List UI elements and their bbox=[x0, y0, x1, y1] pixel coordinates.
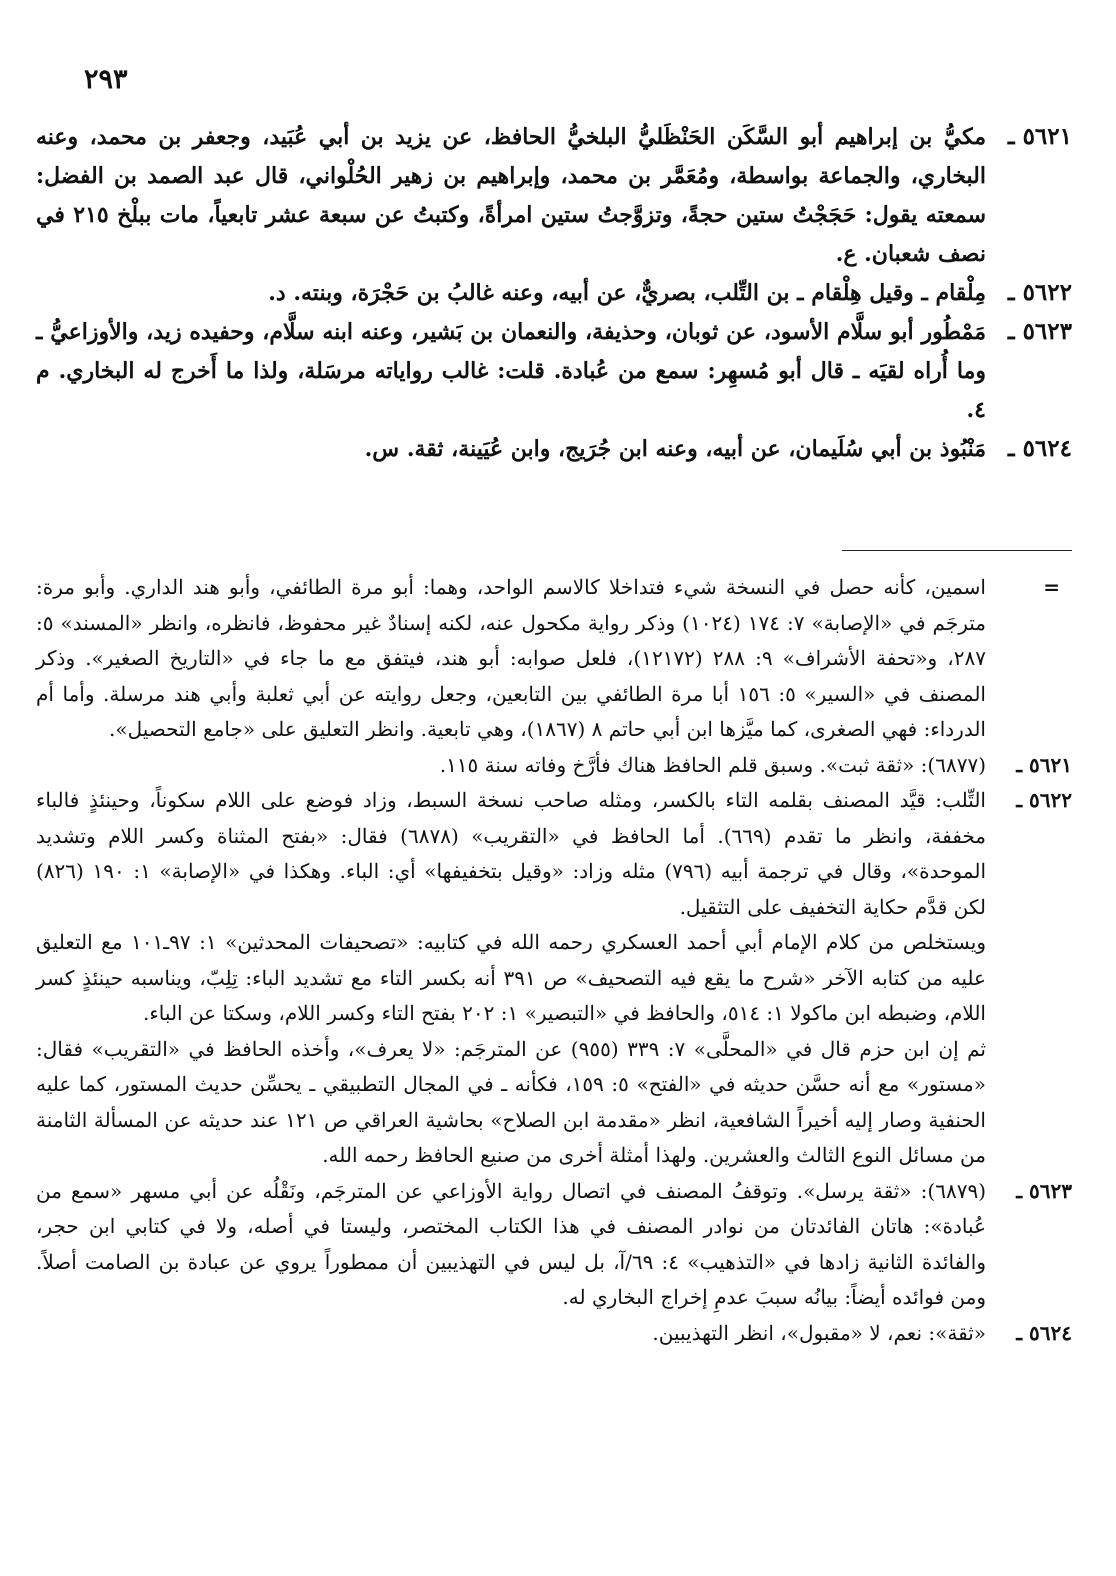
note-paragraph: ويستخلص من كلام الإمام أبي أحمد العسكري رحمه الله في كتابيه: «تصحيفات المحدثين» ١: ٩٧ـ١٠١ مع التعليق عليه من كتابه الآخر «شرح ما يقع فيه التصحيف» ص ٣٩١ أنه بكسر التاء مع تشديد الباء: تِلِبّ، ويناسبه حينئذٍ كسر اللام، وضبطه ابن ماكولا ١: ٥١٤، والحافظ في «التبصير» ١: ٢٠٢ بفتح التاء وكسر اللام، وسكتا عن الباء. bbox=[36, 930, 986, 1025]
note-paragraph: (٦٨٧٧): «ثقة ثبت». وسبق قلم الحافظ هناك فأرَّخ وفاته سنة ١١٥. bbox=[439, 752, 986, 777]
note-5621 bbox=[36, 748, 1072, 784]
note-paragraph: «ثقة»: نعم، لا «مقبول»، انظر التهذيبين. bbox=[652, 1320, 986, 1345]
entry-number: ٥٦٢٣ ـ bbox=[1007, 318, 1072, 345]
entry-number: ٥٦٢١ ـ bbox=[1007, 123, 1072, 150]
main-entries bbox=[36, 118, 1072, 469]
entry-text: مَنْبُوذ بن أبي سُلَيمان، عن أبيه، وعنه ابن جُرَيج، وابن عُيَينة، ثقة. س. bbox=[364, 436, 986, 462]
entry-5621 bbox=[36, 118, 1072, 274]
note-paragraph: (٦٨٧٩): «ثقة يرسل». وتوقفُ المصنف في اتصال رواية الأوزاعي عن المترجَم، ونَقْلُه عن أبي مسهر «سمع من عُبادة»: هاتان الفائدتان من نوادر المصنف في هذا الكتاب المختصر، وليستا في أصله، ولا في كتابي ابن حجر، والفائدة الثانية زادها في «التذهيب» ٤: ٦٩/آ، بل ليس في التهذيبين أن ممطوراً يروي عن عبادة بن الصامت أصلاً. ومن فوائده أيضاً: بيانُه سببَ عدمِ إخراج البخاري له. bbox=[36, 1178, 986, 1309]
entry-5624 bbox=[36, 430, 1072, 469]
note-number: ٥٦٢٢ ـ bbox=[1016, 788, 1072, 812]
entry-5622 bbox=[36, 274, 1072, 313]
entry-text: مكيُّ بن إبراهيم أبو السَّكَن الحَنْظَليُّ البلخيُّ الحافظ، عن يزيد بن أبي عُبَيد، وجعفر بن محمد، وعنه البخاري، والجماعة بواسطة، ومُعَمَّر بن محمد، وإبراهيم بن زهير الحُلْواني، قال عبد الصمد بن الفضل: سمعته يقول: حَجَجْتُ ستين حجةً، وتزوَّجتُ ستين امرأةً، وكتبتُ عن سبعة عشر تابعياً، مات ببلْخ ٢١٥ في نصف شعبان. ع. bbox=[36, 124, 987, 267]
entry-text: مِلْقام ـ وقيل هِلْقام ـ بن التِّلب، بصريٌّ، عن أبيه، وعنه غالبُ بن حَجْرَة، وبنته. د. bbox=[268, 280, 986, 306]
note-number: ٥٦٢٣ ـ bbox=[1016, 1178, 1072, 1203]
book-page bbox=[36, 0, 1072, 1576]
page-number: ٢٩٣ bbox=[84, 64, 128, 95]
note-number: ٥٦٢٤ ـ bbox=[1016, 1320, 1072, 1345]
note-number: ٥٦٢١ ـ bbox=[1016, 752, 1072, 777]
note-paragraph: ثم إن ابن حزم قال في «المحلَّى» ٧: ٣٣٩ (٩٥٥) عن المترجَم: «لا يعرف»، وأخذه الحافظ في «التقريب» فقال: «مستور» مع أنه حسَّن حديثه في «الفتح» ٥: ١٥٩، فكأنه ـ في المجال التطبيقي ـ يحسِّن حديث المستور، كما عليه الحنفية وصار إليه أخيراً الشافعية، انظر «مقدمة ابن الصلاح» بحاشية العراقي ص ١٢١ عند حديثه عن المسألة الثامنة من مسائل النوع الثالث والعشرين. ولهذا أمثلة أخرى من صنيع الحافظ رحمه الله. bbox=[36, 1036, 986, 1167]
note-paragraph: التِّلب: قيَّد المصنف بقلمه التاء بالكسر، ومثله صاحب نسخة السبط، وزاد فوضع على اللام سكوناً، وحينئذٍ فالباء مخففة، وانظر ما تقدم (٦٦٩). أما الحافظ في «التقريب» (٦٨٧٨) فقال: «بفتح المثناة وكسر اللام وتشديد الموحدة»، وقال في ترجمة أبيه (٧٩٦) مثله وزاد: «وقيل بتخفيفها» أي: الباء. وهكذا في «الإصابة» ١: ١٩٠ (٨٢٦) لكن قدَّم حكاية التخفيف على التثقيل. bbox=[36, 788, 986, 919]
note-5623 bbox=[36, 1174, 1072, 1316]
footnotes bbox=[36, 570, 1072, 1351]
note-text: اسمين، كأنه حصل في النسخة شيء فتداخلا كالاسم الواحد، وهما: أبو مرة الطائفي، وأبو هند الداري. وأبو مرة: مترجَم في «الإصابة» ٧: ١٧٤ (١٠٢٤) وذكر رواية مكحول عنه، لكنه إسنادٌ غير محفوظ، فانظره، وانظر «المسند» ٥: ٢٨٧، و«تحفة الأشراف» ٩: ٢٨٨ (١٢١٧٢)، فلعل صوابه: أبو هند، فيتفق مع ما جاء في «التاريخ الصغير». وذكر المصنف في «السير» ٥: ١٥٦ أبا مرة الطائفي بين التابعين، وجعل روايته عن أبي ثعلبة وأبي هند مرسلة. وأما أم الدرداء: فهي الصغرى، كما ميَّزها ابن أبي حاتم ٨ (١٨٦٧)، وهي تابعية. وانظر التعليق على «جامع التحصيل». bbox=[36, 575, 986, 741]
entry-number: ٥٦٢٢ ـ bbox=[1007, 279, 1072, 306]
continuation-mark: = bbox=[1043, 575, 1060, 599]
entry-number: ٥٦٢٤ ـ bbox=[1007, 435, 1072, 462]
entry-5623 bbox=[36, 313, 1072, 430]
footnote-divider bbox=[842, 550, 1072, 551]
note-5624 bbox=[36, 1316, 1072, 1352]
note-continuation bbox=[36, 570, 1072, 748]
note-5622 bbox=[36, 783, 1072, 1174]
entry-text: مَمْطُور أبو سلَّام الأسود، عن ثوبان، وحذيفة، والنعمان بن بَشير، وعنه ابنه سلَّام، وحفيده زيد، والأوزاعيُّ ـ وما أُراه لقيَه ـ قال أبو مُسهِر: سمع من عُبادة. قلت: غالب رواياته مرسَلة، ولذا ما أَخرج له البخاري. م ٤. bbox=[36, 319, 986, 423]
